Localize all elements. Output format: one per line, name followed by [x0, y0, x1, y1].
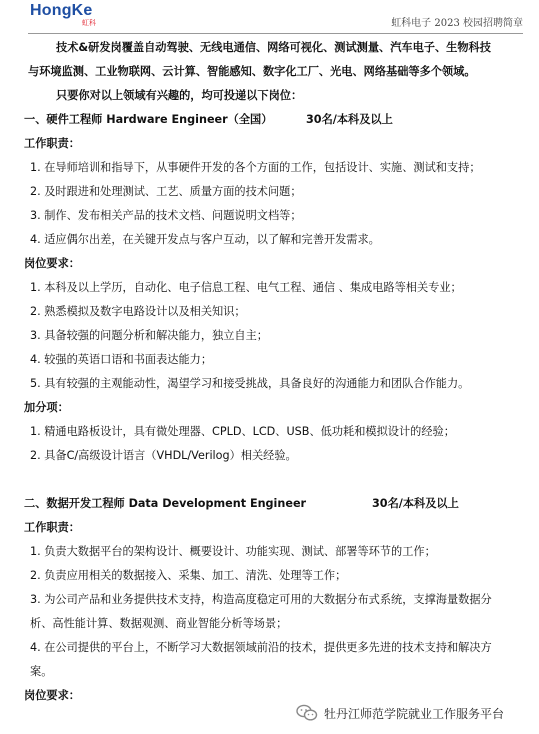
- job-title-text: 二、数据开发工程师 Data Development Engineer: [24, 497, 307, 510]
- section-heading: 岗位要求：: [24, 689, 80, 702]
- job-quota: 30名/本科及以上: [372, 497, 459, 510]
- intro-line-2: 与环境监测、工业物联网、云计算、智能感知、数字化工厂、光电、网络基础等多个领域。: [28, 65, 476, 78]
- logo-text: HongKe: [30, 2, 93, 19]
- list-item: 3. 具备较强的问题分析和解决能力，独立自主；: [30, 329, 268, 342]
- section-heading: 工作职责：: [24, 137, 80, 150]
- intro-line-1: 技术&研发岗覆盖自动驾驶、无线电通信、网络可视化、测试测量、汽车电子、生物科技: [56, 41, 491, 54]
- job-title-data-dev: [24, 492, 524, 516]
- header-divider: [28, 33, 523, 34]
- list-item: 2. 熟悉模拟及数字电路设计以及相关知识；: [30, 305, 246, 318]
- intro-line-3: 只要你对以上领域有兴趣的，均可投递以下岗位：: [56, 89, 303, 102]
- list-item: 3. 为公司产品和业务提供技术支持，构造高度稳定可用的大数据分布式系统，支撑海量数据分: [30, 593, 492, 606]
- job-title-hardware: [24, 108, 524, 132]
- job-title-text: 一、硬件工程师 Hardware Engineer（全国）: [24, 113, 273, 126]
- logo-subtext: 虹科: [82, 19, 96, 27]
- section-heading: 加分项：: [24, 401, 69, 414]
- document-body: [24, 36, 524, 708]
- list-item: 1. 在导师培训和指导下，从事硬件开发的各个方面的工作，包括设计、实施、测试和支持；: [30, 161, 481, 174]
- list-item: 案。: [30, 665, 53, 678]
- wechat-icon: [296, 704, 318, 722]
- list-item: 2. 具备C/高级设计语言（VHDL/Verilog）相关经验。: [30, 449, 297, 462]
- list-item: 3. 制作、发布相关产品的技术文档、问题说明文档等；: [30, 209, 302, 222]
- company-logo: [30, 2, 96, 27]
- list-item: 2. 负责应用相关的数据接入、采集、加工、清洗、处理等工作；: [30, 569, 347, 582]
- watermark-text: 牡丹江师范学院就业工作服务平台: [324, 706, 505, 721]
- list-item: 1. 本科及以上学历，自动化、电子信息工程、电气工程、通信 、集成电路等相关专业；: [30, 281, 462, 294]
- job-quota: 30名/本科及以上: [306, 113, 393, 126]
- list-item: 4. 较强的英语口语和书面表达能力；: [30, 353, 213, 366]
- spacer: [24, 468, 524, 492]
- watermark: [296, 702, 504, 724]
- list-item: 2. 及时跟进和处理测试、工艺、质量方面的技术问题；: [30, 185, 302, 198]
- list-item: 1. 精通电路板设计，具有微处理器、CPLD、LCD、USB、低功耗和模拟设计的经验；: [30, 425, 455, 438]
- list-item: 4. 在公司提供的平台上，不断学习大数据领域前沿的技术，提供更多先进的技术支持和解决方: [30, 641, 492, 654]
- section-heading: 工作职责：: [24, 521, 80, 534]
- page-header: [0, 0, 539, 34]
- list-item: 5. 具有较强的主观能动性，渴望学习和接受挑战，具备良好的沟通能力和团队合作能力。: [30, 377, 470, 390]
- header-title: 虹科电子 2023 校园招聘简章: [391, 18, 523, 29]
- list-item: 4. 适应偶尔出差，在关键开发点与客户互动，以了解和完善开发需求。: [30, 233, 380, 246]
- list-item: 1. 负责大数据平台的架构设计、概要设计、功能实现、测试、部署等环节的工作；: [30, 545, 436, 558]
- list-item: 析、高性能计算、数据观测、商业智能分析等场景；: [30, 617, 288, 630]
- section-heading: 岗位要求：: [24, 257, 80, 270]
